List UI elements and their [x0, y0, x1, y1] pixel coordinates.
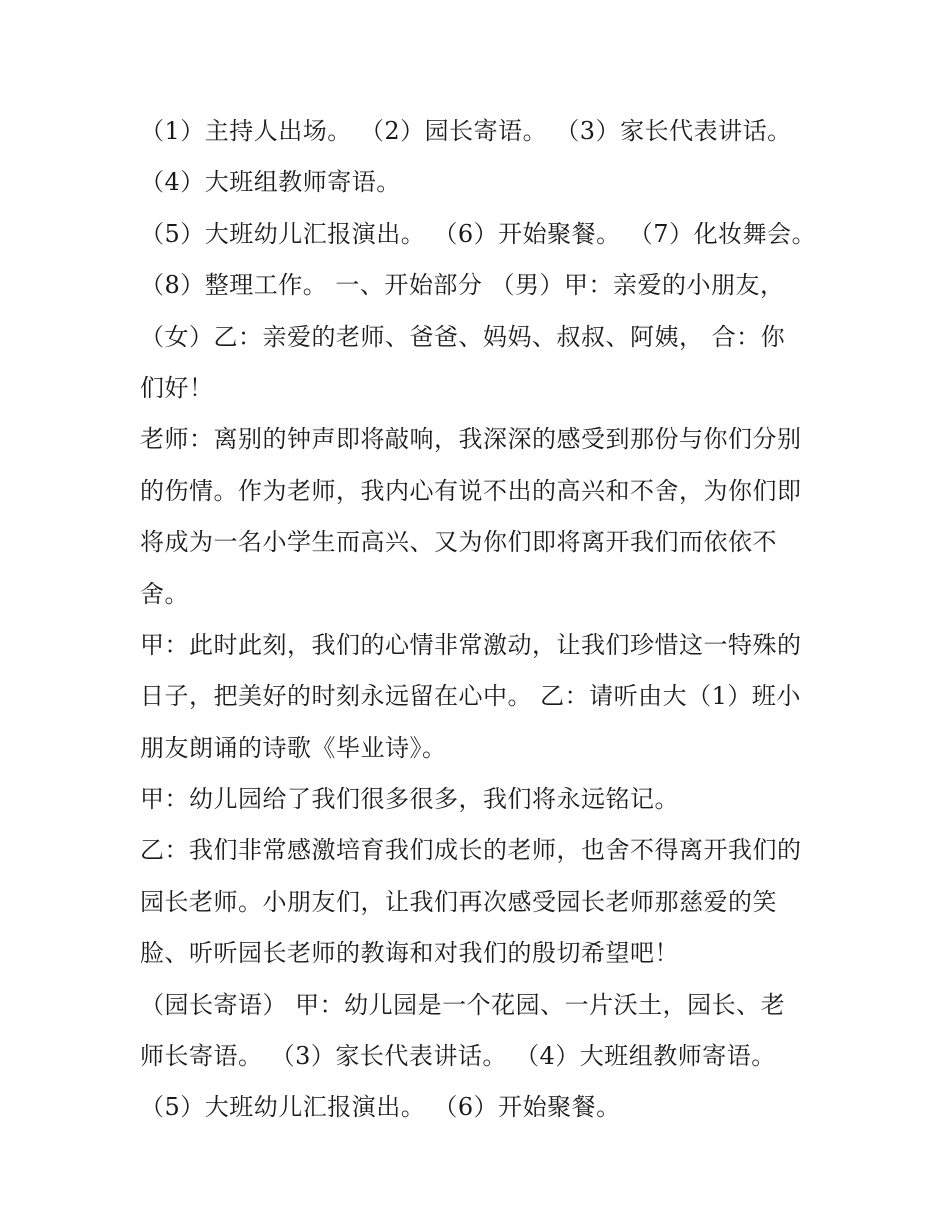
- text-line: （1）主持人出场。 （2）园长寄语。 （3）家长代表讲话。: [140, 117, 792, 145]
- text-line: （5）大班幼儿汇报演出。 （6）开始聚餐。 （7）化妆舞会。: [140, 219, 817, 248]
- text-line: 乙：我们非常感激培育我们成长的老师，也舍不得离开我们的: [140, 836, 802, 865]
- text-line: 朋友朗诵的诗歌《毕业诗》。: [140, 733, 447, 762]
- text-line: 将成为一名小学生而高兴、又为你们即将离开我们而依依不: [140, 528, 777, 557]
- text-line: 舍。: [140, 579, 189, 608]
- text-line: 脸、听听园长老师的教诲和对我们的殷切希望吧！: [140, 939, 679, 968]
- document-page: [140, 106, 820, 1134]
- text-line: 甲：幼儿园给了我们很多很多，我们将永远铭记。: [140, 785, 679, 814]
- text-line: （园长寄语） 甲：幼儿园是一个花园、一片沃土，园长、老: [140, 990, 786, 1019]
- text-line: （5）大班幼儿汇报演出。 （6）开始聚餐。: [140, 1093, 621, 1122]
- text-line: （女）乙：亲爱的老师、爸爸、妈妈、叔叔、阿姨， 合：你: [140, 322, 786, 351]
- text-line: 园长老师。小朋友们，让我们再次感受园长老师那慈爱的笑: [140, 887, 777, 916]
- text-line: 老师：离别的钟声即将敲响，我深深的感受到那份与你们分别: [140, 425, 802, 454]
- text-line: 日子，把美好的时刻永远留在心中。 乙：请听由大（1）班小: [140, 682, 801, 711]
- text-line: 甲：此时此刻，我们的心情非常激动，让我们珍惜这一特殊的: [140, 630, 802, 659]
- text-line: 们好！: [140, 373, 214, 402]
- text-line: （8）整理工作。 一、开始部分 （男）甲：亲爱的小朋友，: [140, 271, 785, 300]
- text-line: （4）大班组教师寄语。: [140, 168, 401, 197]
- text-line: 师长寄语。 （3）家长代表讲话。 （4）大班组教师寄语。: [140, 1042, 776, 1071]
- text-line: 的伤情。作为老师，我内心有说不出的高兴和不舍，为你们即: [140, 476, 802, 505]
